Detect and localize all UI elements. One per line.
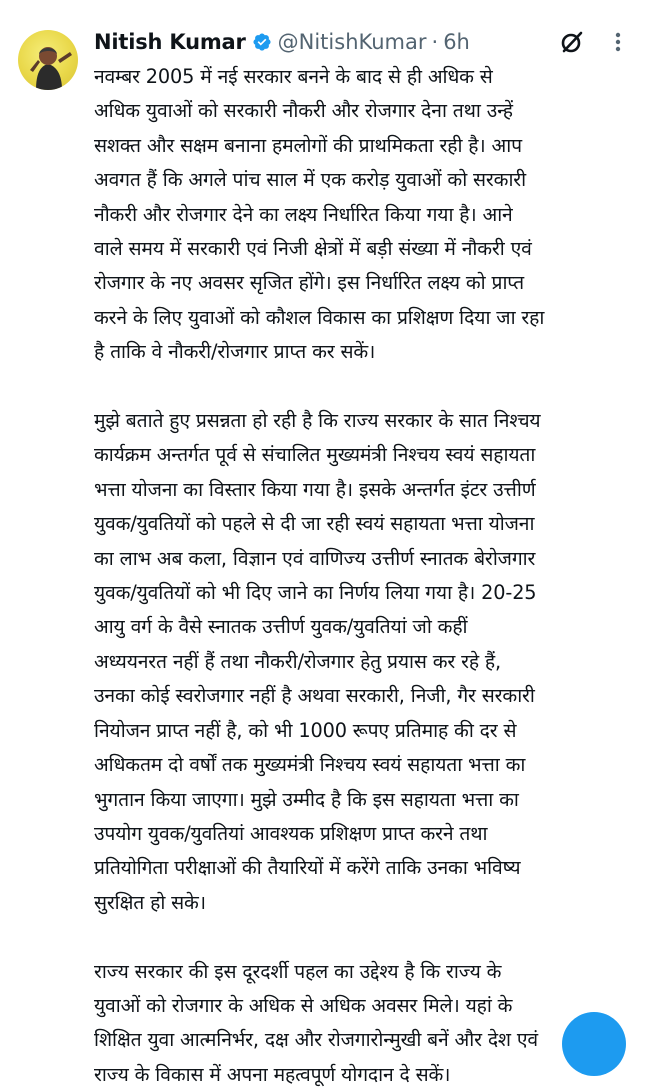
- tweet-line: उपयोग युवक/युवतियां आवश्यक प्रशिक्षण प्राप्त करने तथा: [94, 821, 488, 845]
- tweet-line: मुझे बताते हुए प्रसन्नता हो रही है कि राज्य सरकार के सात निश्चय: [94, 409, 541, 433]
- tweet-line: करने के लिए युवाओं को कौशल विकास का प्रशिक्षण दिया जा रहा: [94, 305, 545, 329]
- tweet-line: सुरक्षित हो सके।: [94, 890, 206, 914]
- tweet-line: प्रतियोगिता परीक्षाओं की तैयारियों में करेंगे ताकि उनका भविष्य: [94, 856, 521, 880]
- tweet-line: भत्ता योजना का विस्तार किया गया है। इसके अन्तर्गत इंटर उत्तीर्ण: [94, 477, 536, 501]
- tweet-line: शिक्षित युवा आत्मनिर्भर, दक्ष और रोजगारोन्मुखी बनें और देश एवं: [94, 1028, 538, 1052]
- separator-dot: ·: [431, 30, 439, 54]
- tweet-line: अधिक युवाओं को सरकारी नौकरी और रोजगार देना तथा उन्हें: [94, 99, 513, 123]
- tweet-header: [94, 26, 644, 58]
- tweet-line: भुगतान किया जाएगा। मुझे उम्मीद है कि इस सहायता भत्ता का: [94, 787, 519, 811]
- paragraph-gap: [94, 920, 646, 954]
- grok-icon[interactable]: [558, 28, 586, 56]
- tweet-line: वाले समय में सरकारी एवं निजी क्षेत्रों में बड़ी संख्या में नौकरी एवं: [94, 237, 532, 261]
- more-options-icon[interactable]: [608, 28, 628, 56]
- author-handle[interactable]: @NitishKumar: [277, 30, 427, 54]
- avatar[interactable]: [18, 30, 78, 90]
- tweet-line: है ताकि वे नौकरी/रोजगार प्राप्त कर सकें।: [94, 340, 376, 364]
- avatar-photo: [18, 30, 78, 90]
- tweet-line: अवगत हैं कि अगले पांच साल में एक करोड़ युवाओं को सरकारी: [94, 168, 527, 192]
- tweet-line: नौकरी और रोजगार देने का लक्ष्य निर्धारित किया गया है। आने: [94, 202, 513, 226]
- tweet-line: अध्ययनरत नहीं हैं तथा नौकरी/रोजगार हेतु प्रयास कर रहे हैं,: [94, 649, 501, 673]
- tweet-line: युवाओं को रोजगार के अधिक से अधिक अवसर मिले। यहां के: [94, 993, 513, 1017]
- tweet-line: नवम्बर 2005 में नई सरकार बनने के बाद से ही अधिक से: [94, 65, 493, 88]
- tweet-paragraph-3: [94, 955, 646, 1092]
- timestamp[interactable]: 6h: [443, 30, 470, 54]
- paragraph-gap: [94, 370, 646, 404]
- compose-fab-button[interactable]: [562, 1012, 626, 1076]
- tweet-line: राज्य के विकास में अपना महत्वपूर्ण योगदान दे सकें।: [94, 1062, 451, 1086]
- tweet-paragraph-1: [94, 60, 646, 370]
- verified-badge-icon: [252, 32, 272, 52]
- tweet-text: [94, 60, 646, 1092]
- tweet-line: राज्य सरकार की इस दूरदर्शी पहल का उद्देश्य है कि राज्य के: [94, 959, 502, 983]
- tweet-line: आयु वर्ग के वैसे स्नातक उत्तीर्ण युवक/युवतियां जो कहीं: [94, 615, 468, 639]
- tweet-line: उनका कोई स्वरोजगार नहीं है अथवा सरकारी, निजी, गैर सरकारी: [94, 684, 535, 708]
- tweet-line: रोजगार के नए अवसर सृजित होंगे। इस निर्धारित लक्ष्य को प्राप्त: [94, 271, 524, 295]
- tweet-line: अधिकतम दो वर्षों तक मुख्यमंत्री निश्चय स्वयं सहायता भत्ता का: [94, 753, 526, 777]
- tweet-line: नियोजन प्राप्त नहीं है, को भी 1000 रूपए प्रतिमाह की दर से: [94, 718, 517, 742]
- tweet-line: युवक/युवतियों को भी दिए जाने का निर्णय लिया गया है। 20-25: [94, 581, 537, 605]
- author-name[interactable]: Nitish Kumar: [94, 30, 246, 54]
- tweet-line: का लाभ अब कला, विज्ञान एवं वाणिज्य उत्तीर्ण स्नातक बेरोजगार: [94, 546, 536, 570]
- tweet-line: सशक्त और सक्षम बनाना हमलोगों की प्राथमिकता रही है। आप: [94, 133, 522, 157]
- tweet-line: युवक/युवतियों को पहले से दी जा रही स्वयं सहायता भत्ता योजना: [94, 512, 535, 536]
- tweet-paragraph-2: [94, 404, 646, 920]
- tweet-line: कार्यक्रम अन्तर्गत पूर्व से संचालित मुख्यमंत्री निश्चय स्वयं सहायता: [94, 443, 536, 467]
